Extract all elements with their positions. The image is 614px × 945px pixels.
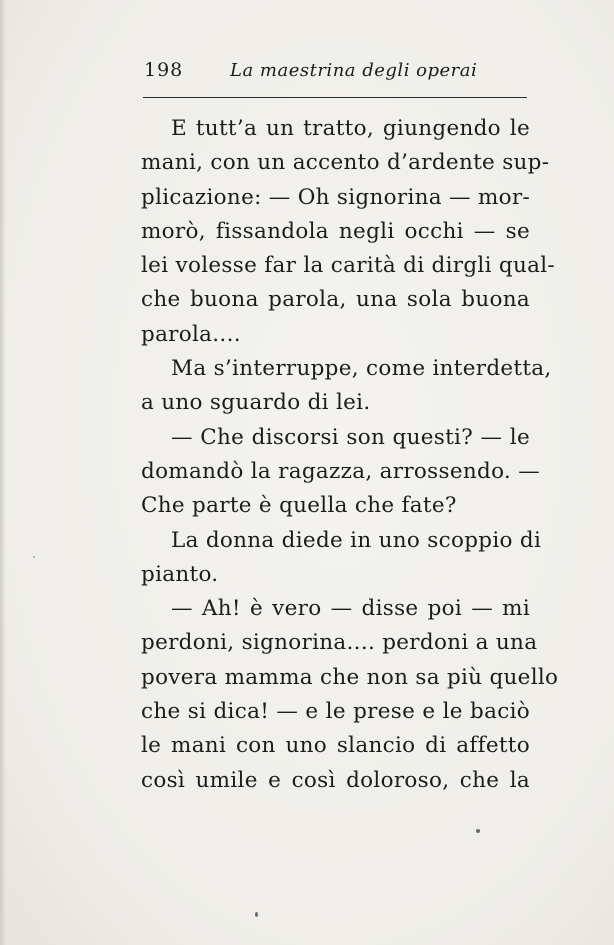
text-line: parola.... [141,321,241,347]
text-line: — Ah! è vero — disse poi — mi [171,596,530,622]
text-line: mani, con un accento d’ardente sup- [141,150,550,176]
text-line: povera mamma che non sa più quello [141,664,559,690]
text-line: perdoni, signorina.... perdoni a una [141,630,538,656]
paper-speck [476,829,480,833]
running-title: La maestrina degli operai [230,60,478,81]
body-text [141,112,559,798]
text-line: Che parte è quella che fate? [141,493,457,519]
text-line: La donna diede in uno scoppio di [171,527,542,553]
text-line: le mani con uno slancio di affetto [141,733,530,759]
header-rule [143,97,527,98]
text-line: che buona parola, una sola buona [141,287,530,313]
paper-speck [255,912,258,917]
text-line: a uno sguardo di lei. [141,390,371,416]
text-line: Ma s’interruppe, come interdetta, [171,356,552,382]
page-number: 198 [144,59,184,81]
text-line: lei volesse far la carità di dirgli qual- [141,253,555,279]
text-line: plicazione: — Oh signorina — mor- [141,184,531,210]
text-line: così umile e così doloroso, che la [141,767,530,793]
text-line: — Che discorsi son questi? — le [171,424,530,450]
text-line: domandò la ragazza, arrossendo. — [141,458,540,484]
page-edge-shadow [0,0,6,945]
text-line: pianto. [141,561,219,587]
text-line: che si dica! — e le prese e le baciò [141,699,530,725]
text-line: morò, fissandola negli occhi — se [141,218,530,244]
page-header [142,57,532,87]
text-line: E tutt’a un tratto, giungendo le [171,116,530,141]
paper-speck [33,556,35,558]
